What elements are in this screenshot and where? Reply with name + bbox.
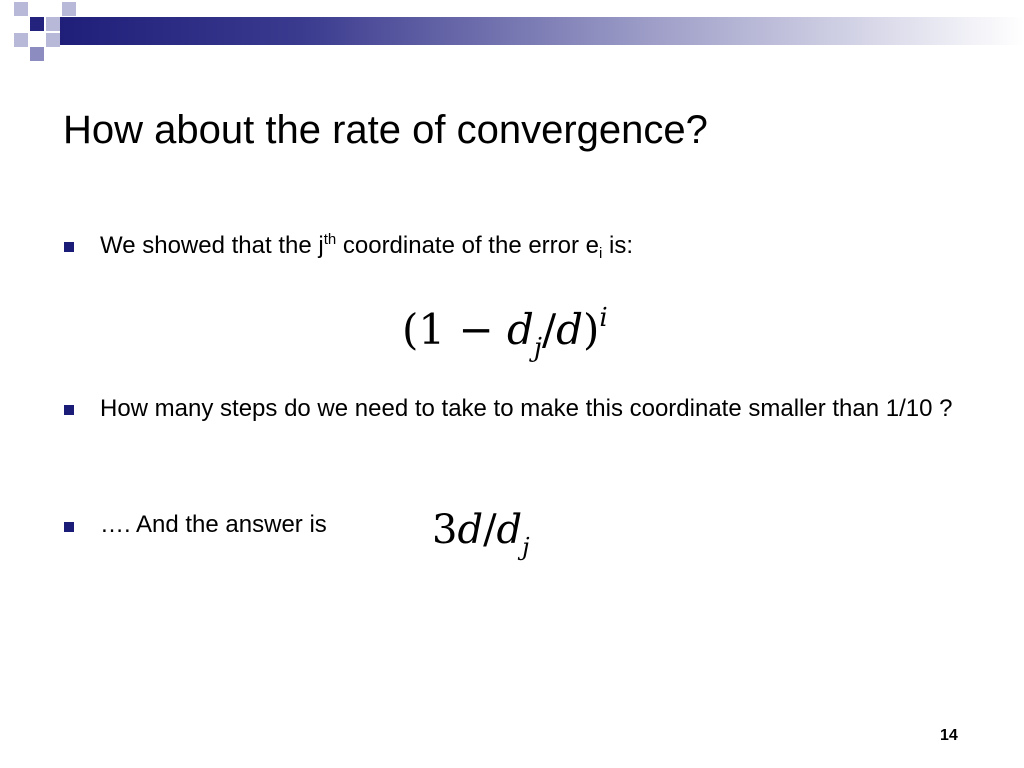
formula-part: 3 [432,507,458,553]
formula-part: (1 − [402,305,507,354]
formula-exponent: i [599,303,608,333]
deco-square [30,17,44,31]
formula-var: d [507,305,534,354]
formula-subscript: j [533,333,542,363]
bullet-text-segment: coordinate of the error e [336,232,600,259]
header-decoration [0,0,1024,70]
bullet-marker [64,242,74,252]
bullet-text-1 [100,229,633,263]
subscript: i [599,245,603,262]
slide-title: How about the rate of convergence? [63,108,708,152]
formula-var: d [496,507,523,553]
deco-square [46,33,60,47]
bullet-text-segment: is: [602,232,634,259]
deco-square [46,17,60,31]
deco-square [62,2,76,16]
formula-part: / [541,305,557,354]
bullet-text-3: …. And the answer is [100,511,327,538]
bullet-text-2: How many steps do we need to take to make this coordinate smaller than 1/10 ? [100,395,953,422]
deco-square [30,47,44,61]
superscript: th [323,231,337,248]
formula-var: d [457,507,484,553]
formula-part: / [483,507,497,553]
deco-square [14,2,28,16]
bullet-marker [64,522,74,532]
formula-answer [432,502,530,575]
formula-error-coordinate [402,288,608,378]
formula-var: d [556,305,583,354]
header-gradient-bar [60,17,1024,45]
deco-square [14,33,28,47]
bullet-text-segment: We showed that the j [100,232,324,259]
slide-number: 14 [940,727,958,744]
formula-subscript: j [522,533,530,561]
formula-part: ) [583,305,600,354]
bullet-marker [64,405,74,415]
